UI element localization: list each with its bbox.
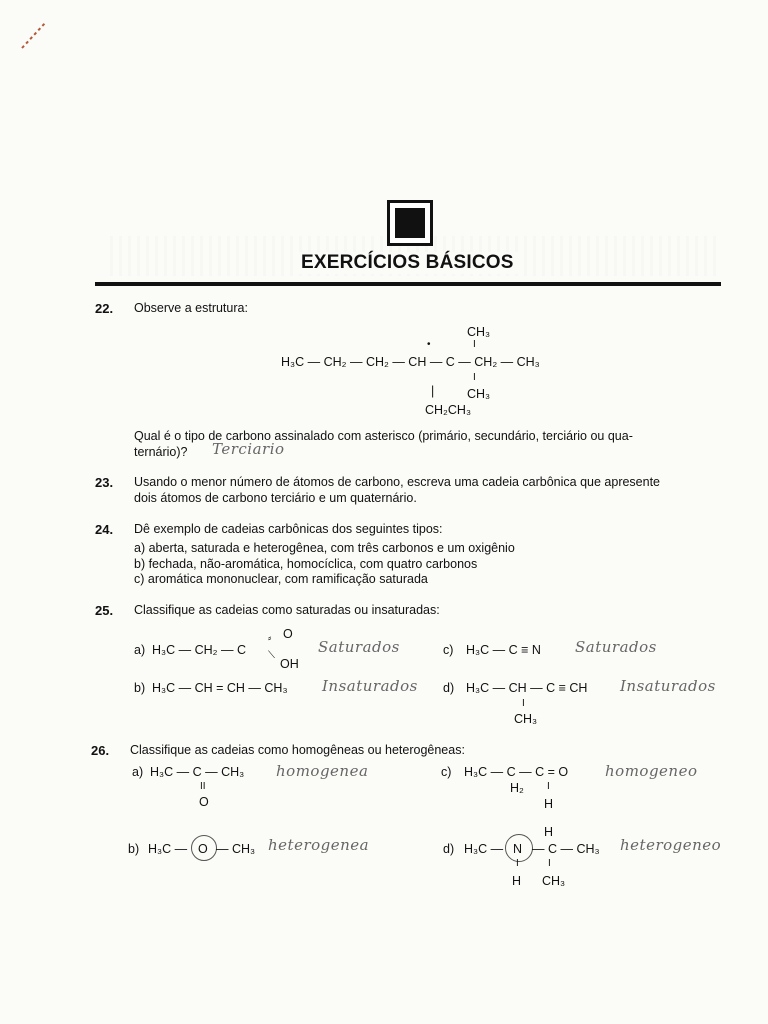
bond-vertical: I bbox=[548, 858, 551, 869]
question-number: 23. bbox=[95, 475, 114, 490]
handwritten-answer: Insaturados bbox=[620, 677, 716, 695]
item-label: a) bbox=[134, 643, 146, 657]
formula: H₃C — CH = CH — CH₃ bbox=[152, 681, 288, 695]
handwritten-answer: Insaturados bbox=[322, 677, 418, 695]
handwritten-answer: heterogeneo bbox=[620, 836, 722, 854]
hydroxyl: OH bbox=[280, 657, 299, 671]
ethyl-group: CH₂CH₃ bbox=[425, 403, 472, 417]
heading-square-icon bbox=[387, 200, 433, 246]
hydrogen-label: H bbox=[544, 797, 554, 811]
heteroatom: O bbox=[198, 842, 208, 856]
asterisk-mark: • bbox=[427, 339, 431, 350]
question-text: Usando o menor número de átomos de carbono, escreva uma cadeia carbônica que apresente bbox=[134, 475, 661, 489]
question-number: 22. bbox=[95, 301, 114, 316]
handwritten-answer: Saturados bbox=[575, 638, 657, 656]
formula: H₃C — C — C = O bbox=[464, 765, 569, 779]
bond-vertical: I bbox=[522, 698, 525, 709]
hydrogen-label: H₂ bbox=[510, 781, 524, 795]
list-item: c) aromática mononuclear, com ramificação saturada bbox=[134, 572, 428, 586]
question-text: ternário)? bbox=[134, 445, 188, 459]
item-label: c) bbox=[441, 765, 452, 779]
question-text: dois átomos de carbono terciário e um quaternário. bbox=[134, 491, 417, 505]
handwritten-answer: Saturados bbox=[318, 638, 400, 656]
handwritten-answer: Terciario bbox=[212, 440, 285, 458]
hydrogen-label: H bbox=[544, 825, 554, 839]
question-number: 25. bbox=[95, 603, 114, 618]
question-text: Dê exemplo de cadeias carbônicas dos seguintes tipos: bbox=[134, 522, 443, 536]
item-label: d) bbox=[443, 842, 455, 856]
handwritten-answer: homogeneo bbox=[605, 762, 698, 780]
oxygen-top: O bbox=[283, 627, 293, 641]
handwritten-answer: homogenea bbox=[276, 762, 369, 780]
question-number: 24. bbox=[95, 522, 114, 537]
item-label: a) bbox=[132, 765, 144, 779]
item-label: b) bbox=[134, 681, 146, 695]
question-number: 26. bbox=[91, 743, 110, 758]
formula: H₃C — C — CH₃ bbox=[150, 765, 245, 779]
formula: H₃C — bbox=[464, 842, 504, 856]
list-item: b) fechada, não-aromática, homocíclica, com quatro carbonos bbox=[134, 557, 478, 571]
item-label: d) bbox=[443, 681, 455, 695]
heading-rule bbox=[95, 282, 721, 286]
main-chain: H₃C — CH₂ — CH₂ — CH — C — CH₂ — CH₃ bbox=[281, 355, 540, 369]
double-bond: ⸗ bbox=[268, 633, 272, 644]
formula: — CH₃ bbox=[216, 842, 256, 856]
methyl-group: CH₃ bbox=[542, 874, 566, 888]
handwritten-answer: heterogenea bbox=[268, 836, 370, 854]
section-heading bbox=[0, 196, 768, 288]
formula: H₃C — CH₂ — C bbox=[152, 643, 246, 657]
question-text: Observe a estrutura: bbox=[134, 301, 248, 315]
bond-vertical: | bbox=[431, 384, 435, 398]
question-text: Qual é o tipo de carbono assinalado com asterisco (primário, secundário, terciário ou qua- bbox=[134, 429, 633, 443]
bond-vertical: I bbox=[473, 372, 476, 383]
scan-smudge-icon bbox=[18, 18, 50, 52]
item-label: b) bbox=[128, 842, 140, 856]
hydrogen-label: H bbox=[512, 874, 522, 888]
formula: — C — CH₃ bbox=[532, 842, 600, 856]
ch3-top: CH₃ bbox=[467, 325, 491, 339]
formula: H₃C — CH — C ≡ CH bbox=[466, 681, 588, 695]
formula: H₃C — bbox=[148, 842, 188, 856]
question-text: Classifique as cadeias como homogêneas ou heterogêneas: bbox=[130, 743, 465, 757]
list-item: a) aberta, saturada e heterogênea, com três carbonos e um oxigênio bbox=[134, 541, 515, 555]
formula: H₃C — C ≡ N bbox=[466, 643, 541, 657]
heteroatom: N bbox=[513, 842, 523, 856]
item-label: c) bbox=[443, 643, 454, 657]
bond-vertical: I bbox=[473, 339, 476, 350]
double-bond: II bbox=[200, 781, 206, 792]
question-text: Classifique as cadeias como saturadas ou insaturadas: bbox=[134, 603, 440, 617]
single-bond: ⟍ bbox=[268, 650, 275, 661]
ch3-bottom: CH₃ bbox=[467, 387, 491, 401]
page-title: EXERCÍCIOS BÁSICOS bbox=[297, 252, 518, 274]
oxygen-bottom: O bbox=[199, 795, 209, 809]
methyl-group: CH₃ bbox=[514, 712, 538, 726]
bond-vertical: I bbox=[547, 781, 550, 792]
bond-vertical: I bbox=[516, 858, 519, 869]
